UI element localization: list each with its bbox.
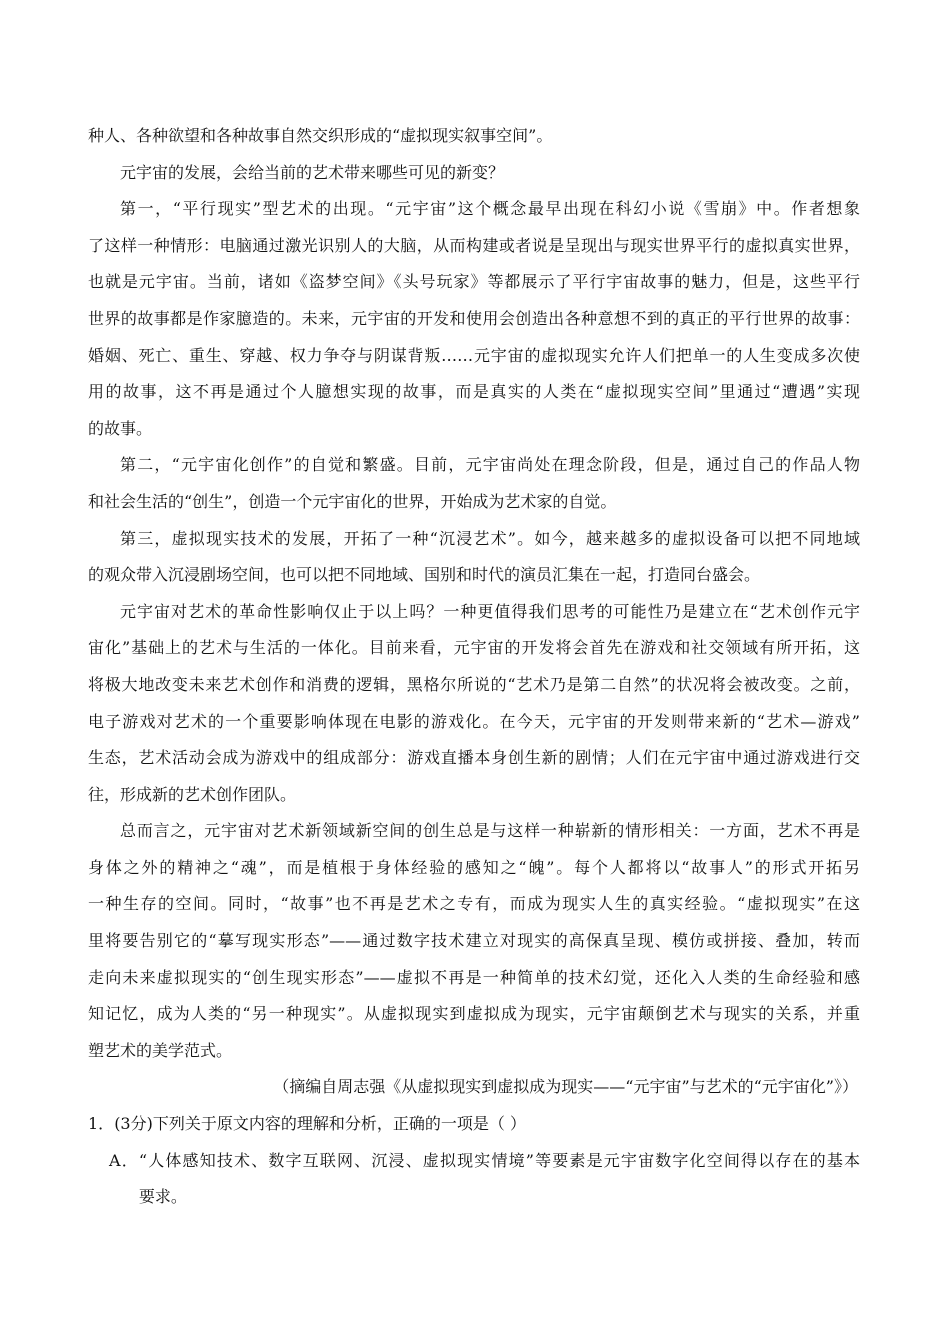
text-line: 的观众带入沉浸剧场空间，也可以把不同地域、国别和时代的演员汇集在一起，打造同台盛会。 <box>88 565 761 585</box>
text-line: 塑艺术的美学范式。 <box>88 1040 233 1060</box>
text-line: 身体之外的精神之“魂”，而是植根于身体经验的感知之“魄”。每个人都将以“故事人”的形式开拓另 <box>88 857 860 877</box>
option-a[interactable] <box>88 1143 860 1216</box>
text-line: 将极大地改变未来艺术创作和消费的逻辑，黑格尔所说的“艺术乃是第二自然”的状况将会被改变。之前， <box>88 674 860 694</box>
paragraph <box>88 118 860 155</box>
text-line: 走向未来虚拟现实的“创生现实形态”——虚拟不再是一种简单的技术幻觉，还化入人类的生命经验和感 <box>88 967 860 987</box>
text-line: 第一，“平行现实”型艺术的出现。“元宇宙”这个概念最早出现在科幻小说《雪崩》中。作者想象 <box>120 199 860 219</box>
text-line: 宙化”基础上的艺术与生活的一体化。目前来看，元宇宙的开发将会首先在游戏和社交领域有所开拓，这 <box>88 638 860 658</box>
paragraph <box>88 447 860 520</box>
text-line: 往，形成新的艺术创作团队。 <box>88 784 297 804</box>
text-line: 电子游戏对艺术的一个重要影响体现在电影的游戏化。在今天，元宇宙的开发则带来新的“艺术—游戏” <box>88 711 860 731</box>
text-line: 婚姻、死亡、重生、穿越、权力争夺与阴谋背叛……元宇宙的虚拟现实允许人们把单一的人生变成多次使 <box>88 345 860 365</box>
paragraph <box>88 155 860 192</box>
text-line: 和社会生活的“创生”，创造一个元宇宙化的世界，开始成为艺术家的自觉。 <box>88 491 617 511</box>
text-line: 生态，艺术活动会成为游戏中的组成部分：游戏直播本身创生新的剧情；人们在元宇宙中通过游戏进行交 <box>88 748 860 768</box>
paragraph <box>88 521 860 594</box>
question <box>88 1106 860 1216</box>
question-stem-line <box>88 1106 860 1143</box>
text-line: 了这样一种情形：电脑通过激光识别人的大脑，从而构建或者说是呈现出与现实世界平行的虚拟真实世界， <box>88 235 860 255</box>
text-line: 第二，“元宇宙化创作”的自觉和繁盛。目前，元宇宙尚处在理念阶段，但是，通过自己的作品人物 <box>120 455 860 475</box>
option-text: “人体感知技术、数字互联网、沉浸、虚拟现实情境”等要素是元宇宙数字化空间得以存在的基本 <box>138 1150 860 1170</box>
text-line: 里将要告别它的“摹写现实形态”——通过数字技术建立对现实的高保真呈现、模仿或拼接、叠加，转而 <box>88 931 860 951</box>
text-line: 知记忆，成为人类的“另一种现实”。从虚拟现实到虚拟成为现实，元宇宙颠倒艺术与现实的关系，并重 <box>88 1004 860 1024</box>
option-label: A． <box>109 1150 139 1170</box>
text-line: 的故事。 <box>88 418 153 438</box>
paragraph <box>88 191 860 447</box>
text-line: 总而言之，元宇宙对艺术新领域新空间的创生总是与这样一种崭新的情形相关：一方面，艺术不再是 <box>120 821 860 841</box>
paragraph <box>88 813 860 1069</box>
option-line <box>88 1179 860 1216</box>
text-line: 元宇宙对艺术的革命性影响仅止于以上吗？一种更值得我们思考的可能性乃是建立在“艺术创作元宇 <box>120 601 860 621</box>
text-line: 世界的故事都是作家臆造的。未来，元宇宙的开发和使用会创造出各种意想不到的真正的平行世界的故事： <box>88 308 860 328</box>
option-line <box>88 1143 860 1180</box>
question-number: 1． <box>88 1114 115 1134</box>
document-page <box>88 118 860 1216</box>
option-text: 要求。 <box>138 1187 187 1207</box>
question-stem: 下列关于原文内容的理解和分析，正确的一项是（ ） <box>152 1114 526 1134</box>
text-line: 第三，虚拟现实技术的发展，开拓了一种“沉浸艺术”。如今，越来越多的虚拟设备可以把不同地域 <box>120 528 860 548</box>
source-citation: （摘编自周志强《从虚拟现实到虚拟成为现实——“元宇宙”与艺术的“元宇宙化”》） <box>273 1077 858 1097</box>
question-points: (3分) <box>114 1114 153 1134</box>
text-line: 也就是元宇宙。当前，诸如《盗梦空间》《头号玩家》等都展示了平行宇宙故事的魅力，但是，这些平行 <box>88 272 860 292</box>
text-line: 元宇宙的发展，会给当前的艺术带来哪些可见的新变？ <box>120 162 505 182</box>
paragraph <box>88 594 860 814</box>
text-line: 用的故事，这不再是通过个人臆想实现的故事，而是真实的人类在“虚拟现实空间”里通过“遭遇”实现 <box>88 382 860 402</box>
text-line: 一种生存的空间。同时，“故事”也不再是艺术之专有，而成为现实人生的真实经验。“虚拟现实”在这 <box>88 894 860 914</box>
text-line: 种人、各种欲望和各种故事自然交织形成的“虚拟现实叙事空间”。 <box>88 126 553 145</box>
